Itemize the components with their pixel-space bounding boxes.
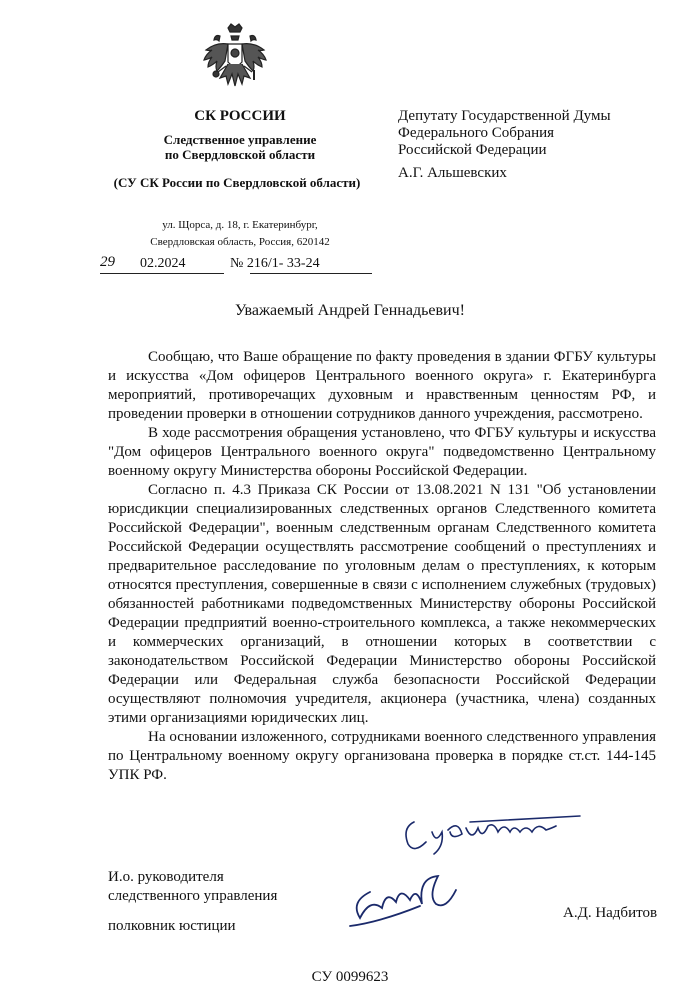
signatory-name: А.Д. Надбитов (563, 905, 658, 921)
number-underline (250, 273, 372, 274)
recipient-line3: Российской Федерации (398, 142, 547, 158)
body-paragraph: Сообщаю, что Ваше обращение по факту проведения в здании ФГБУ культуры и искусства «Дом офицеров Центрального военного округа» г. Екатеринбурга мероприятий, противоречащих духовным и нравственным ценностям РФ, и проведении проверки в отношении сотрудников данного учреждения, рассмотрено. (108, 349, 656, 422)
recipient-line2: Федерального Собрания (398, 125, 555, 141)
signatory-position-line2: следственного управления (108, 888, 278, 904)
recipient-block (398, 108, 611, 159)
letter-body (108, 348, 656, 785)
recipient-line1: Депутату Государственной Думы (398, 108, 611, 124)
org-subtitle-line2: по Свердловской области (164, 147, 316, 162)
date-underline (100, 273, 224, 274)
handwritten-regards (400, 808, 590, 858)
org-title: СК РОССИИ (194, 108, 286, 124)
body-paragraph: Согласно п. 4.3 Приказа СК России от 13.08.2021 N 131 "Об установлении юрисдикции специализированных следственных органов Следственного комитета Российской Федерации", военным следственным органам Следственного комитета Российской Федерации осуществлять рассмотрение сообщений о преступлениях и предварительное расследование по уголовным делам о преступлениях, к которым относятся преступления, совершенные в связи с исполнением служебных (трудовых) обязанностей работниками подведомственных Министерству обороны Российской Федерации предприятий военно-строительного комплекса, а также некоммерческих и коммерческих организаций, в отношении которых в соответствии с законодательством Российской Федерации Министерство обороны Российской Федерации или Федеральная служба безопасности Российской Федерации осуществляют полномочия учредителя, акционера (участника, члена) созданных этими организациями юридических лиц. (108, 482, 656, 726)
signatory-position (108, 868, 277, 906)
registration-number: № 216/1- 33-24 (230, 256, 320, 271)
address-line1: ул. Щорса, д. 18, г. Екатеринбург, (162, 219, 318, 231)
document-number: СУ 0099623 (311, 969, 389, 985)
signatory-position-line1: И.о. руководителя (108, 869, 224, 885)
signature-scribble (330, 862, 490, 932)
body-paragraph: В ходе рассмотрения обращения установлено, что ФГБУ культуры и искусства "Дом офицеров Центрального военного округа" подведомственно Центральному военному округу Министерства обороны Российской Федерации. (108, 425, 656, 479)
body-paragraph: На основании изложенного, сотрудниками военного следственного управления по Центральному военному округу организована проверка в порядке ст.ст. 144-145 УПК РФ. (108, 729, 656, 783)
address-line2: Свердловская область, Россия, 620142 (150, 236, 330, 248)
recipient-name: А.Г. Альшевских (398, 165, 507, 181)
coat-of-arms-emblem (198, 22, 272, 98)
registration-date: 02.2024 (140, 256, 186, 271)
org-subtitle-line1: Следственное управление (163, 132, 317, 147)
registration-day-handwritten: 29 (100, 254, 115, 270)
signatory-rank: полковник юстиции (108, 918, 236, 934)
org-short-name: (СУ СК России по Свердловской области) (113, 175, 361, 190)
salutation: Уважаемый Андрей Геннадьевич! (235, 302, 465, 319)
